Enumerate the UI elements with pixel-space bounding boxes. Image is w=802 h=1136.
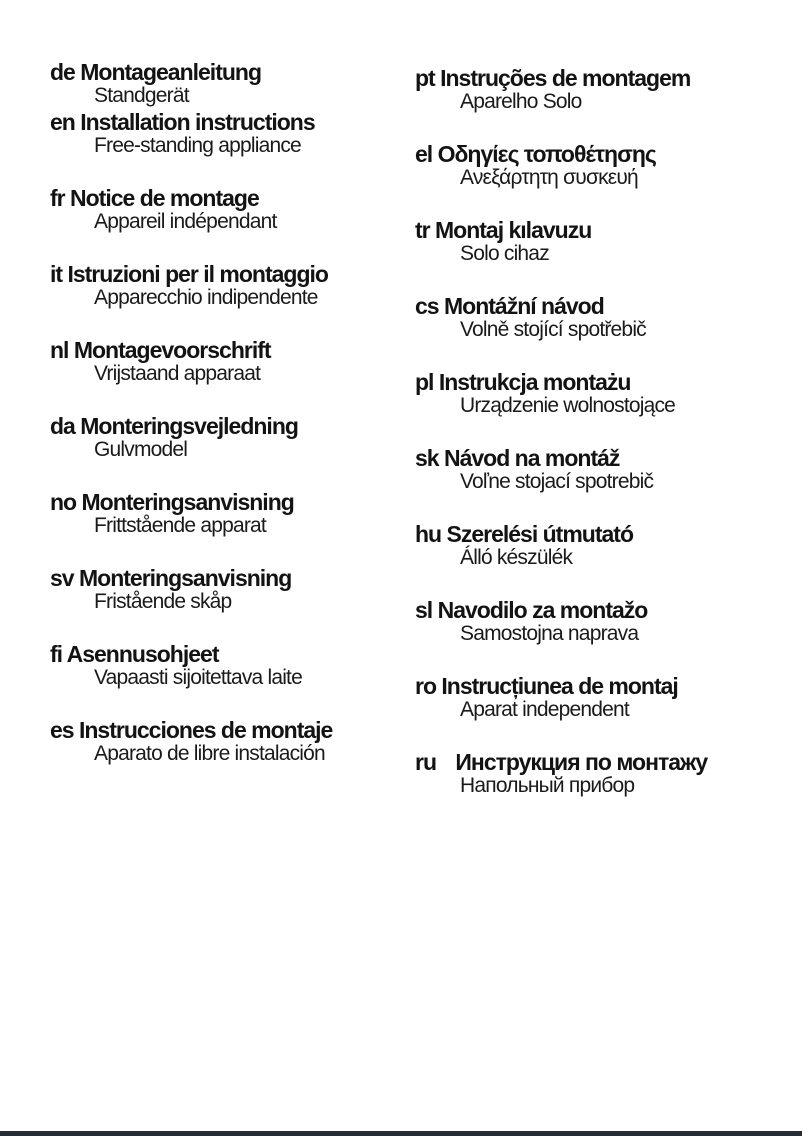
language-code: no (50, 489, 77, 515)
entry-title: Montaj kılavuzu (435, 217, 592, 243)
entry-subtitle: Ανεξάρτητη συσκευή (460, 166, 638, 189)
language-entry-pl (415, 369, 785, 417)
language-entry-pt (415, 65, 785, 113)
entry-title-line (415, 597, 785, 623)
language-code: en (50, 109, 75, 135)
language-entry-nl (50, 337, 405, 385)
entry-title: Monteringsvejledning (80, 413, 298, 439)
entry-title-line (50, 489, 405, 515)
language-code: hu (415, 521, 442, 547)
language-code: tr (415, 217, 430, 243)
entry-title: Instrukcja montażu (438, 369, 631, 395)
entry-subtitle: Standgerät (94, 84, 189, 107)
entry-subtitle: Solo cihaz (460, 242, 549, 265)
entry-title: Montageanleitung (80, 59, 262, 85)
entry-title: Szerelési útmutató (446, 521, 633, 547)
entry-title-line (50, 565, 405, 591)
language-entry-da (50, 413, 405, 461)
entry-title-line (415, 65, 785, 91)
entry-subtitle: Aparat independent (460, 698, 629, 721)
entry-title-line (50, 185, 405, 211)
entry-title-line (415, 369, 785, 395)
entry-subtitle: Aparelho Solo (460, 90, 582, 113)
entry-title: Monteringsanvisning (81, 489, 294, 515)
language-column-right (415, 65, 785, 825)
language-entry-it (50, 261, 405, 309)
language-code: pl (415, 369, 434, 395)
entry-title-line (415, 673, 785, 699)
entry-title: Instrucciones de montaje (78, 717, 333, 743)
language-code: ru (415, 749, 436, 775)
entry-title: Instruções de montagem (440, 65, 691, 91)
language-column-left (50, 59, 405, 793)
entry-title: Instrucțiunea de montaj (441, 673, 678, 699)
entry-subtitle: Voľne stojací spotrebič (460, 470, 654, 493)
language-entry-es (50, 717, 405, 765)
entry-subtitle: Volně stojící spotřebič (460, 318, 646, 341)
entry-title: Installation instructions (80, 109, 315, 135)
language-entry-ro (415, 673, 785, 721)
entry-subtitle: Vrijstaand apparaat (94, 362, 261, 385)
entry-title-line (50, 261, 405, 287)
entry-subtitle: Free-standing appliance (94, 134, 301, 157)
language-code: sv (50, 565, 74, 591)
language-code: es (50, 717, 74, 743)
entry-title: Montagevoorschrift (73, 337, 271, 363)
entry-subtitle: Frittstående apparat (94, 514, 266, 537)
entry-title-line (415, 141, 785, 167)
entry-title: Οδηγίες τοποθέτησης (437, 141, 656, 167)
language-code: pt (415, 65, 435, 91)
language-entry-ru (415, 749, 785, 797)
entry-subtitle: Samostojna naprava (460, 622, 639, 645)
entry-subtitle: Gulvmodel (94, 438, 188, 461)
entry-title: Navodilo za montažo (437, 597, 648, 623)
entry-title: Istruzioni per il montaggio (67, 261, 328, 287)
entry-title: Asennusohjeet (66, 641, 219, 667)
language-code: fr (50, 185, 65, 211)
entry-subtitle: Напольный прибор (460, 774, 635, 797)
entry-title-line (415, 217, 785, 243)
language-code: da (50, 413, 75, 439)
language-entry-sk (415, 445, 785, 493)
entry-subtitle: Apparecchio indipendente (94, 286, 318, 309)
entry-title-line (50, 59, 405, 85)
language-entry-cs (415, 293, 785, 341)
entry-subtitle: Appareil indépendant (94, 210, 277, 233)
language-code: sl (415, 597, 433, 623)
entry-title-line (50, 413, 405, 439)
entry-title-line (50, 337, 405, 363)
entry-subtitle: Aparato de libre instalación (94, 742, 325, 765)
entry-subtitle: Urządzenie wolnostojące (460, 394, 676, 417)
entry-title: Инструкция по монтажу (455, 749, 708, 775)
entry-title: Návod na montáž (443, 445, 620, 471)
language-code: sk (415, 445, 439, 471)
language-code: de (50, 59, 75, 85)
entry-subtitle: Álló készülék (460, 546, 573, 569)
language-entry-hu (415, 521, 785, 569)
language-entry-el (415, 141, 785, 189)
language-entry-sl (415, 597, 785, 645)
language-entry-tr (415, 217, 785, 265)
entry-title-line (415, 445, 785, 471)
language-code: nl (50, 337, 69, 363)
language-entry-fi (50, 641, 405, 689)
language-entry-de (50, 59, 405, 107)
language-entry-en (50, 109, 405, 157)
language-code: ro (415, 673, 436, 699)
entry-subtitle: Vapaasti sijoitettava laite (94, 666, 302, 689)
language-entry-sv (50, 565, 405, 613)
page-bottom-bar (0, 1131, 802, 1136)
language-code: it (50, 261, 63, 287)
entry-title-line (50, 641, 405, 667)
language-entry-fr (50, 185, 405, 233)
entry-title: Montážní návod (443, 293, 604, 319)
entry-title-line (415, 521, 785, 547)
entry-subtitle: Fristående skåp (94, 590, 232, 613)
language-code: fi (50, 641, 63, 667)
entry-title: Monteringsanvisning (78, 565, 292, 591)
language-code: cs (415, 293, 439, 319)
entry-title: Notice de montage (70, 185, 259, 211)
entry-title-line (50, 717, 405, 743)
language-entry-no (50, 489, 405, 537)
language-code: el (415, 141, 433, 167)
entry-title-line (415, 749, 785, 775)
entry-title-line (415, 293, 785, 319)
entry-title-line (50, 109, 405, 135)
